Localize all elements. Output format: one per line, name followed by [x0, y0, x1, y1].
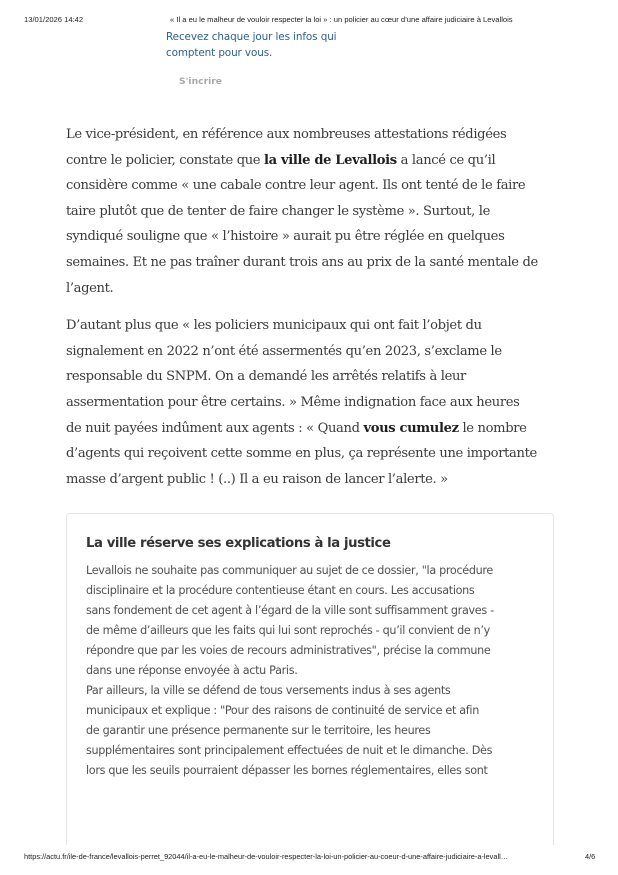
info-box-line: dans une réponse envoyée à actu Paris.: [86, 664, 298, 677]
text-run: contre le policier, constate que: [66, 152, 265, 168]
info-box-line: de garantir une présence permanente sur le territoire, les heures: [86, 724, 431, 737]
text-run: syndiqué souligne que « l’histoire » aurait pu être réglée en quelques: [66, 229, 505, 245]
info-box-line: Par ailleurs, la ville se défend de tous versements indus à ses agents: [86, 684, 451, 697]
subscribe-button[interactable]: S'incrire: [179, 76, 223, 87]
info-box-line: répondre que par les voies de recours administratives", précise la commune: [86, 644, 491, 657]
article-paragraph: [66, 313, 566, 492]
article-line: [66, 250, 566, 276]
article-line: [66, 416, 566, 442]
newsletter-signup: [166, 29, 396, 89]
article-line: [66, 224, 566, 250]
newsletter-text-line: comptent pour vous.: [166, 47, 273, 59]
print-footer-page-number: 4/6: [585, 852, 596, 861]
info-box-line: lors que les seuils pourraient dépasser les bornes réglementaires, elles sont: [86, 764, 488, 777]
newsletter-text: [166, 29, 396, 61]
info-box-line: sans fondement de cet agent à l’égard de la ville sont suffisamment graves -: [86, 604, 494, 617]
info-box-body: [86, 561, 534, 781]
article-line: [66, 173, 566, 199]
article-line: [66, 148, 566, 174]
text-run: a lancé ce qu’il: [396, 152, 496, 168]
article-line: [66, 339, 566, 365]
text-run: d’agents qui reçoivent cette somme en plus, ça représente une importante: [66, 446, 537, 462]
text-run: assermentation pour être certains. » Même indignation face aux heures: [66, 394, 520, 410]
print-footer-url: https://actu.fr/ile-de-france/levallois-perret_92044/il-a-eu-le-malheur-de-vouloir-respecter-la-loi-un-policier-au-coeur-d-une-affaire-judiciaire-a-levall…: [24, 852, 509, 861]
bold-phrase: vous cumulez: [363, 420, 459, 436]
article-line: [66, 199, 566, 225]
info-box-line: municipaux et explique : "Pour des raisons de continuité de service et afin: [86, 704, 479, 717]
print-header-datetime: 13/01/2026 14:42: [24, 15, 84, 24]
text-run: signalement en 2022 n’ont été assermentés qu’en 2023, s’exclame le: [66, 343, 502, 359]
article-line: [66, 390, 566, 416]
text-run: de nuit payées indûment aux agents : « Quand: [66, 420, 364, 436]
info-box-line: supplémentaires sont principalement effectuées de nuit et le dimanche. Dès: [86, 744, 493, 757]
info-box-line: disciplinaire et la procédure contentieuse étant en cours. Les accusations: [86, 584, 475, 597]
article-line: [66, 276, 566, 302]
text-run: le nombre: [458, 420, 527, 436]
article-paragraph: [66, 122, 566, 301]
text-run: taire plutôt que de tenter de faire changer le système ». Surtout, le: [66, 203, 490, 219]
article-line: [66, 441, 566, 467]
text-run: responsable du SNPM. On a demandé les arrêtés relatifs à leur: [66, 369, 466, 385]
info-box: [66, 513, 554, 875]
bold-phrase: la ville de Levallois: [264, 152, 397, 168]
print-header-title: « Il a eu le malheur de vouloir respecter la loi » : un policier au cœur d’une affaire judiciaire à Levallois: [170, 15, 513, 24]
text-run: Le vice-président, en référence aux nombreuses attestations rédigées: [66, 127, 507, 142]
article-line: [66, 364, 566, 390]
newsletter-text-line: Recevez chaque jour les infos qui: [166, 31, 337, 43]
article-line: [66, 467, 566, 493]
article-line: [66, 313, 566, 339]
text-run: considère comme « une cabale contre leur agent. Ils ont tenté de le faire: [66, 178, 526, 194]
info-box-line: de même d’ailleurs que les faits qui lui sont reprochés - qu’il convient de n’y: [86, 624, 490, 637]
info-box-title: La ville réserve ses explications à la justice: [86, 536, 391, 551]
article-body: [66, 122, 566, 492]
info-box-line: Levallois ne souhaite pas communiquer au sujet de ce dossier, "la procédure: [86, 564, 493, 577]
text-run: masse d’argent public ! (..) Il a eu raison de lancer l’alerte. »: [66, 471, 448, 487]
text-run: l’agent.: [66, 280, 114, 296]
text-run: D’autant plus que « les policiers municipaux qui ont fait l’objet du: [66, 318, 482, 334]
article-line: [66, 122, 566, 148]
text-run: semaines. Et ne pas traîner durant trois ans au prix de la santé mentale de: [66, 254, 538, 270]
